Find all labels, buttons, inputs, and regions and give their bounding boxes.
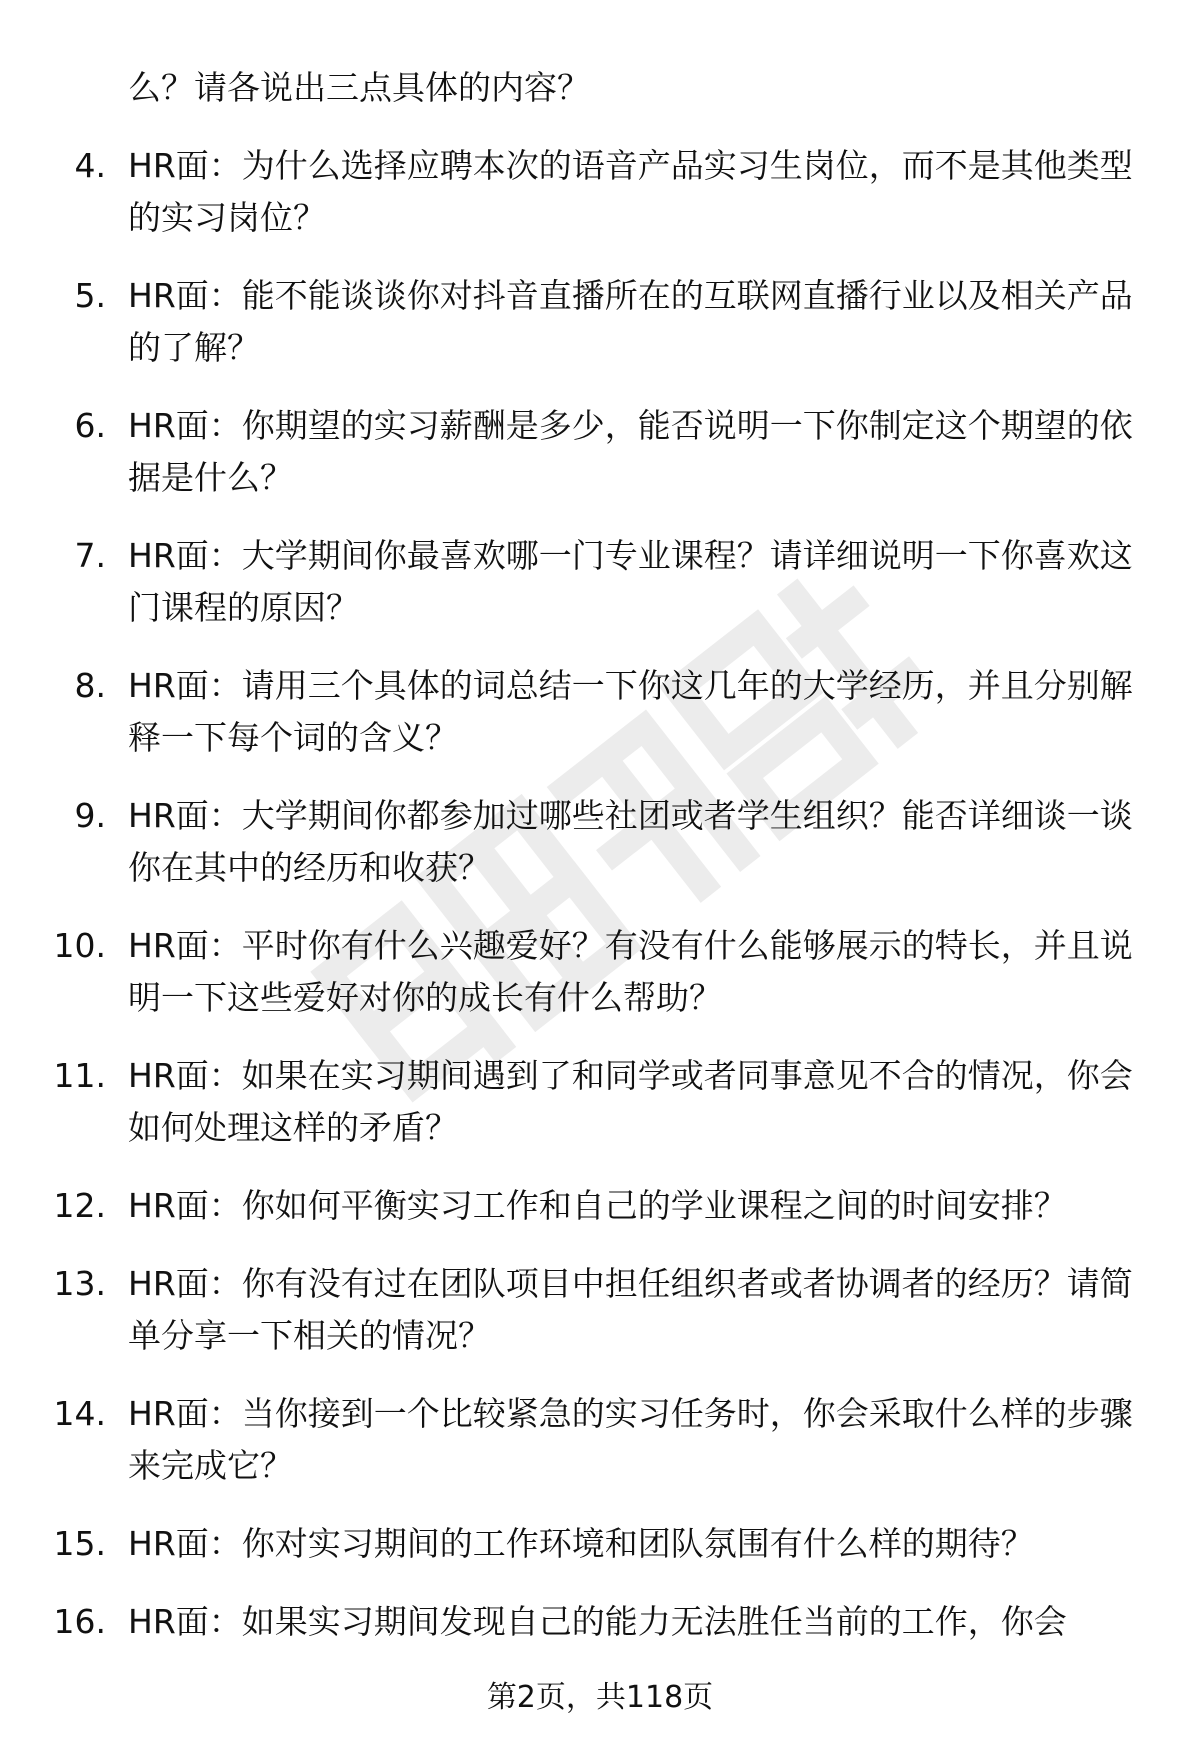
question-item — [0, 530, 1158, 634]
question-number: 5. — [74, 276, 106, 315]
question-text: HR面：请用三个具体的词总结一下你这几年的大学经历，并且分别解释一下每个词的含义？ — [128, 666, 1133, 757]
question-text: HR面：如果在实习期间遇到了和同学或者同事意见不合的情况，你会如何处理这样的矛盾？ — [128, 1056, 1133, 1147]
question-text: HR面：平时你有什么兴趣爱好？有没有什么能够展示的特长，并且说明一下这些爱好对你的成长有什么帮助？ — [128, 926, 1133, 1017]
question-text: HR面：你有没有过在团队项目中担任组织者或者协调者的经历？请简单分享一下相关的情况？ — [128, 1264, 1133, 1355]
continuation-line: 么？请各说出三点具体的内容？ — [128, 68, 590, 107]
page-footer: 第2页，共118页 — [486, 1680, 714, 1715]
question-item — [0, 790, 1158, 894]
question-number: 12. — [53, 1186, 106, 1225]
question-text: HR面：大学期间你最喜欢哪一门专业课程？请详细说明一下你喜欢这门课程的原因？ — [128, 536, 1133, 627]
question-list — [0, 140, 1200, 1674]
question-item — [0, 1180, 1158, 1232]
question-number: 8. — [74, 666, 106, 705]
question-number: 6. — [74, 406, 106, 445]
question-text: HR面：能不能谈谈你对抖音直播所在的互联网直播行业以及相关产品的了解？ — [128, 276, 1133, 367]
question-item — [0, 1388, 1158, 1492]
question-item — [0, 920, 1158, 1024]
question-text: HR面：你如何平衡实习工作和自己的学业课程之间的时间安排？ — [128, 1186, 1067, 1225]
question-text: HR面：如果实习期间发现自己的能力无法胜任当前的工作，你会 — [128, 1602, 1067, 1641]
question-number: 9. — [74, 796, 106, 835]
question-text: HR面：大学期间你都参加过哪些社团或者学生组织？能否详细谈一谈你在其中的经历和收获？ — [128, 796, 1133, 887]
question-number: 7. — [74, 536, 106, 575]
question-item — [0, 1258, 1158, 1362]
question-item — [0, 1518, 1158, 1570]
question-item — [0, 660, 1158, 764]
question-text: HR面：你对实习期间的工作环境和团队氛围有什么样的期待？ — [128, 1524, 1034, 1563]
question-item — [0, 140, 1158, 244]
question-item — [0, 400, 1158, 504]
question-text: HR面：为什么选择应聘本次的语音产品实习生岗位，而不是其他类型的实习岗位？ — [128, 146, 1133, 237]
question-number: 15. — [53, 1524, 106, 1563]
question-number: 11. — [53, 1056, 106, 1095]
question-number: 16. — [53, 1602, 106, 1641]
question-number: 14. — [53, 1394, 106, 1433]
question-item — [0, 1050, 1158, 1154]
question-item — [0, 270, 1158, 374]
question-number: 13. — [53, 1264, 106, 1303]
question-text: HR面：当你接到一个比较紧急的实习任务时，你会采取什么样的步骤来完成它？ — [128, 1394, 1133, 1485]
question-number: 4. — [74, 146, 106, 185]
question-text: HR面：你期望的实习薪酬是多少，能否说明一下你制定这个期望的依据是什么？ — [128, 406, 1133, 497]
question-item — [0, 1596, 1158, 1648]
question-number: 10. — [53, 926, 106, 965]
